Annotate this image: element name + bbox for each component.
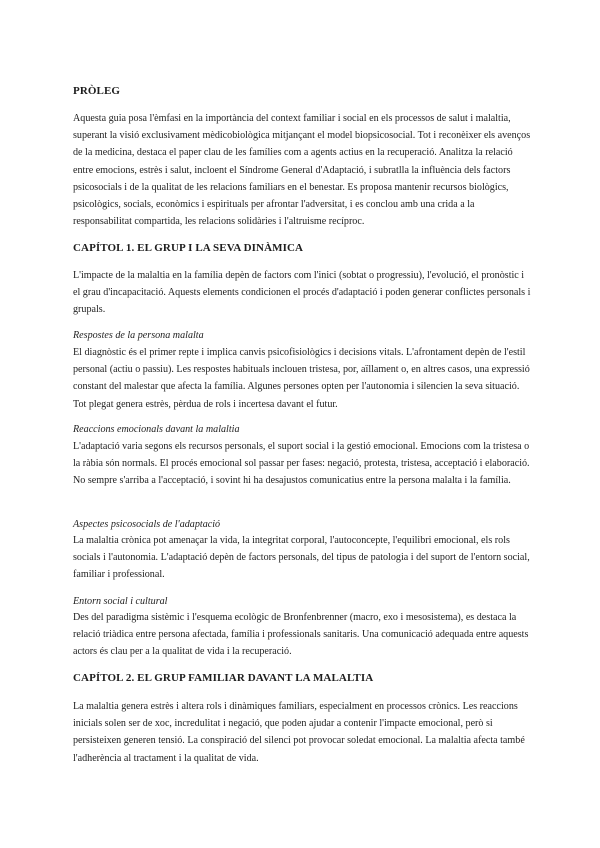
section-title-reaccions: Reaccions emocionals davant la malaltia xyxy=(73,424,240,435)
prolog-heading: PRÒLEG xyxy=(73,85,121,97)
section-title-entorn: Entorn social i cultural xyxy=(73,596,168,607)
section-title-respostes: Respostes de la persona malalta xyxy=(73,330,204,341)
section-paragraph-entorn: Des del paradigma sistèmic i l'esquema ecològic de Bronfenbrenner (macro, exo i mesosistema), es destaca la relació triàdica entre persona afectada, família i professionals sanitaris. Una comunicació adequada entre aquests actors és clau per a la qualitat de vida i la recuperació. xyxy=(73,612,529,658)
prolog-paragraph: Aquesta guia posa l'èmfasi en la importància del context familiar i social en els processos de salut i malaltia, superant la visió exclusivament mèdicobiològica mitjançant el model biopsicosocial. Tot i reconèixer els avenços de la medicina, destaca el paper clau de les famílies com a agents actius en la recuperació. Analitza la relació entre emocions, estrès i salut, incloent el Síndrome General d'Adaptació, i subratlla la influència dels factors psicosocials i de la qualitat de les relacions familiars en el benestar. Es proposa mantenir recursos biològics, psicològics, socials, econòmics i espirituals per afrontar l'adversitat, i es conclou amb una crida a la responsabilitat compartida, les relacions solidàries i l'altruisme recíproc. xyxy=(73,113,531,228)
section-paragraph-respostes: El diagnòstic és el primer repte i implica canvis psicofisiològics i decisions vitals. L'afrontament depèn de l'estil personal (actiu o passiu). Les respostes habituals inclouen tristesa, por, aïllament o, en altres casos, una expressió constant del malestar que afecta la família. Algunes persones opten per l'autonomia i silencien la seva situació. Tot plegat genera estrès, pèrdua de rols i incertesa davant el futur. xyxy=(73,347,530,410)
chapter2-paragraph: La malaltia genera estrès i altera rols i dinàmiques familiars, especialment en processos crònics. Les reaccions inicials solen ser de xoc, incredulitat i negació, que poden ajudar a contenir l'impacte emocional, però si persisteixen generen tensió. La conspiració del silenci pot provocar soledat emocional. La malaltia afecta també l'adherència al tractament i la qualitat de vida. xyxy=(73,701,525,764)
chapter1-heading: CAPÍTOL 1. EL GRUP I LA SEVA DINÀMICA xyxy=(73,242,304,254)
section-title-aspectes: Aspectes psicosocials de l'adaptació xyxy=(73,519,221,530)
chapter1-intro-paragraph: L'impacte de la malaltia en la família depèn de factors com l'inici (sobtat o progressiu), l'evolució, el pronòstic i el grau d'incapacitació. Aquests elements condicionen el procés d'adaptació i poden generar conflictes personals i grupals. xyxy=(73,270,531,316)
chapter2-heading: CAPÍTOL 2. EL GRUP FAMILIAR DAVANT LA MALALTIA xyxy=(73,672,374,684)
section-paragraph-aspectes: La malaltia crònica pot amenaçar la vida, la integritat corporal, l'autoconcepte, l'equilibri emocional, els rols socials i l'autonomia. L'adaptació depèn de factors personals, del tipus de patologia i del suport de l'entorn social, familiar i professional. xyxy=(73,535,530,581)
section-paragraph-reaccions: L'adaptació varia segons els recursos personals, el suport social i la gestió emocional. Emocions com la tristesa o la ràbia són normals. El procés emocional sol passar per fases: negació, protesta, tristesa, acceptació i elaboració. No sempre s'arriba a l'acceptació, i sovint hi ha desajustos comunicatius entre la persona malalta i la família. xyxy=(73,441,530,487)
